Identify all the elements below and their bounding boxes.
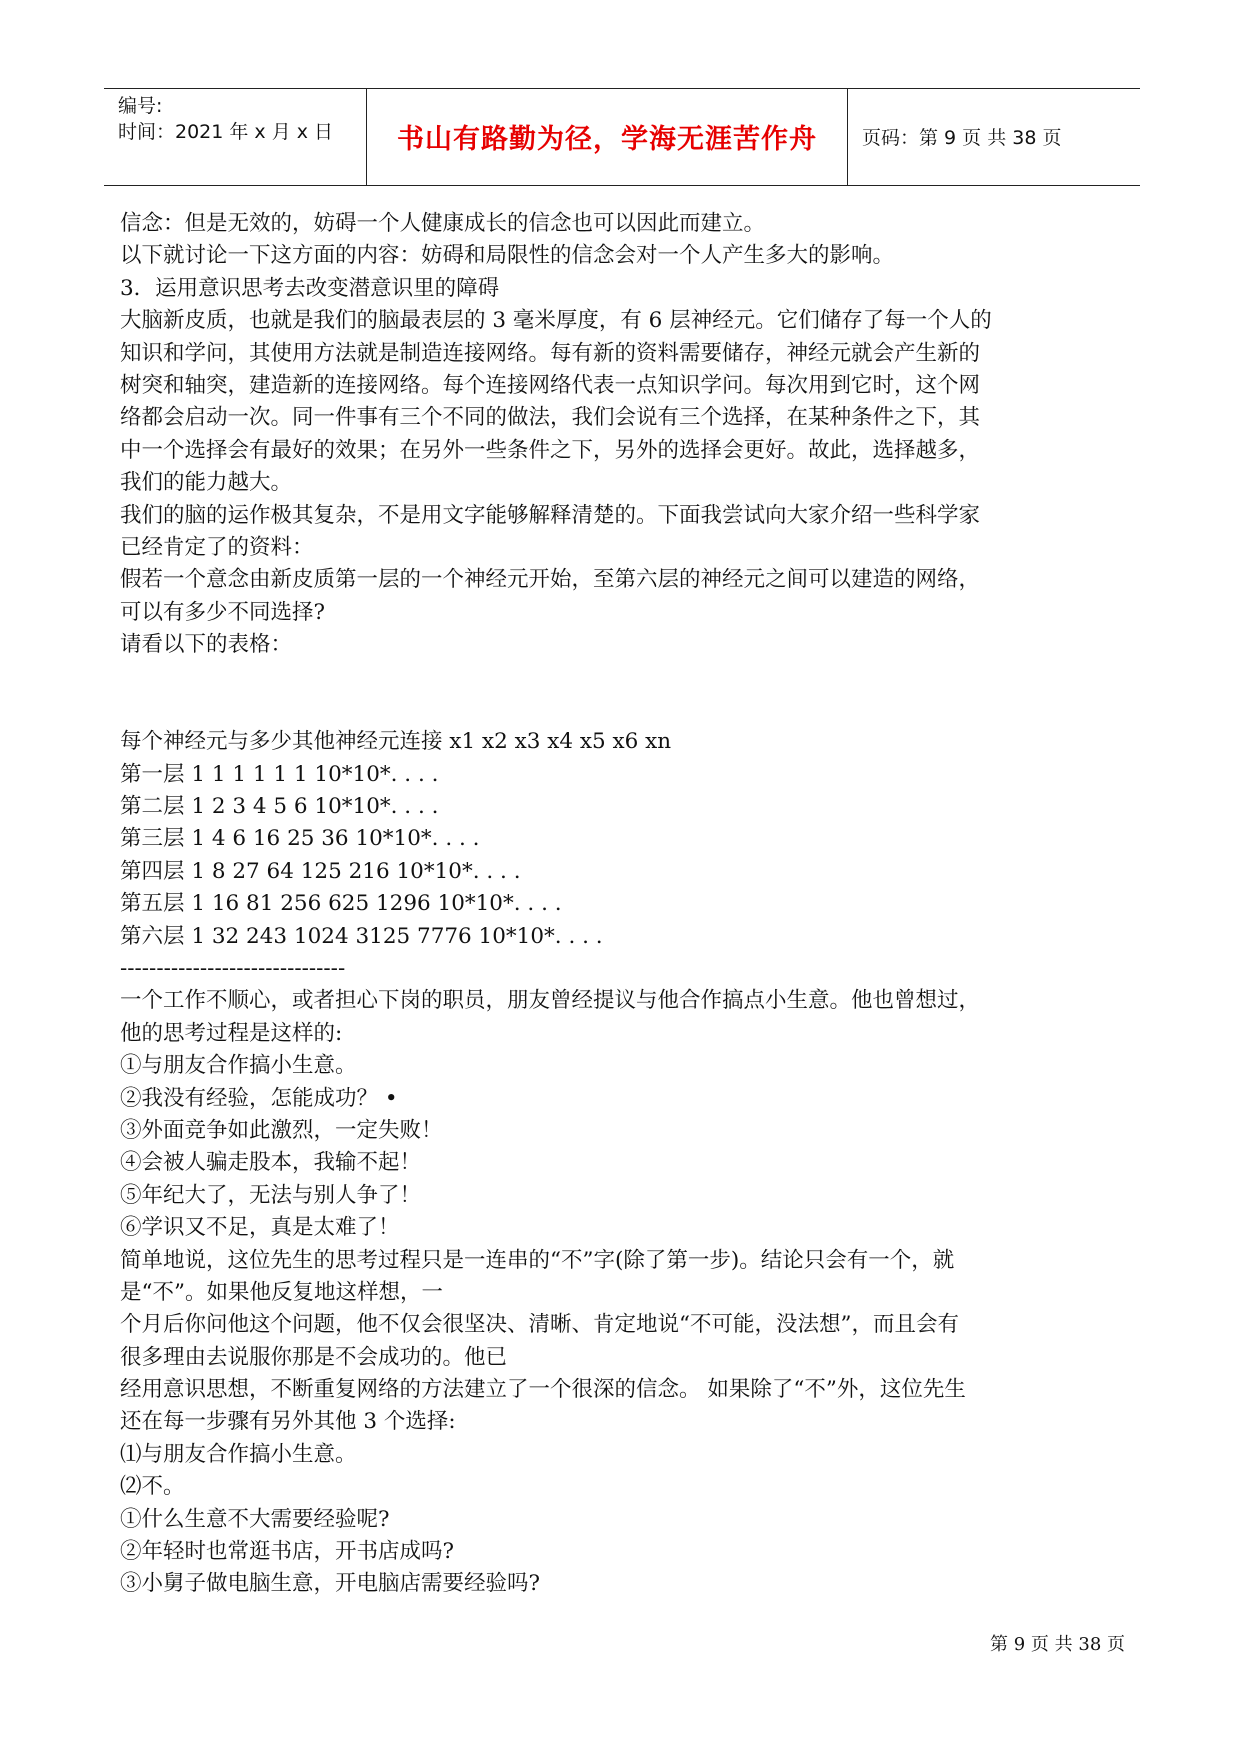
- body-line: 很多理由去说服你那是不会成功的。他已: [120, 1344, 508, 1370]
- header-info-cell: [104, 89, 367, 185]
- body-line: 树突和轴突，建造新的连接网络。每个连接网络代表一点知识学问。每次用到它时，这个网: [120, 372, 981, 398]
- body-line: 假若一个意念由新皮质第一层的一个神经元开始，至第六层的神经元之间可以建造的网络，: [120, 567, 981, 593]
- table-row-line: 第五层 1 16 81 256 625 1296 10*10*. . . .: [120, 891, 562, 917]
- body-line: 以下就讨论一下这方面的内容：妨碍和局限性的信念会对一个人产生多大的影响。: [120, 243, 895, 269]
- body-line: 信念：但是无效的，妨碍一个人健康成长的信念也可以因此而建立。: [120, 211, 766, 236]
- body-line: 还在每一步骤有另外其他 3 个选择:: [120, 1409, 456, 1435]
- body-line: 请看以下的表格：: [120, 632, 293, 658]
- body-line: 我们的脑的运作极其复杂，不是用文字能够解释清楚的。下面我尝试向大家介绍一些科学家: [120, 502, 981, 528]
- document-time-label: 时间：2021 年 x 月 x 日: [118, 121, 334, 143]
- body-line: 中一个选择会有最好的效果；在另外一些条件之下，另外的选择会更好。故此，选择越多，: [120, 437, 981, 463]
- blank-space: [120, 661, 1130, 726]
- table-row-line: 第六层 1 32 243 1024 3125 7776 10*10*. . . .: [120, 923, 603, 949]
- body-line: 络都会启动一次。同一件事有三个不同的做法，我们会说有三个选择，在某种条件之下，其: [120, 405, 981, 431]
- list-item: ①与朋友合作搞小生意。: [120, 1053, 357, 1079]
- body-line: 已经肯定了的资料：: [120, 534, 314, 560]
- list-item: ②年轻时也常逛书店，开书店成吗?: [120, 1539, 455, 1565]
- header-page-cell: [848, 89, 1140, 185]
- list-item: ①什么生意不大需要经验呢?: [120, 1506, 390, 1532]
- list-item: ③外面竞争如此激烈，一定失败！: [120, 1117, 443, 1143]
- section-heading: 3．运用意识思考去改变潜意识里的障碍: [120, 275, 500, 301]
- list-item: ⑵不。: [120, 1474, 185, 1500]
- body-line: 知识和学问，其使用方法就是制造连接网络。每有新的资料需要储存，神经元就会产生新的: [120, 340, 981, 366]
- table-header-line: 每个神经元与多少其他神经元连接 x1 x2 x3 x4 x5 x6 xn: [120, 729, 672, 755]
- list-item: ⑥学识又不足，真是太难了！: [120, 1215, 400, 1241]
- header-motto: 书山有路勤为径，学海无涯苦作舟: [397, 124, 817, 155]
- list-item: ⑤年纪大了，无法与别人争了！: [120, 1182, 422, 1208]
- list-item: ③小舅子做电脑生意，开电脑店需要经验吗?: [120, 1571, 541, 1597]
- dashed-separator: -------------------------------: [120, 956, 346, 981]
- page-header: [104, 88, 1140, 186]
- body-line: 是“不”。如果他反复地这样想，一: [120, 1279, 443, 1305]
- body-line: 经用意识思想，不断重复网络的方法建立了一个很深的信念。 如果除了“不”外，这位先生: [120, 1377, 966, 1403]
- body-line: 大脑新皮质，也就是我们的脑最表层的 3 毫米厚度，有 6 层神经元。它们储存了每一个人的: [120, 308, 992, 334]
- table-row-line: 第四层 1 8 27 64 125 216 10*10*. . . .: [120, 858, 521, 884]
- list-item: ④会被人骗走股本，我输不起！: [120, 1150, 422, 1176]
- table-row-line: 第三层 1 4 6 16 25 36 10*10*. . . .: [120, 826, 480, 852]
- document-body: [120, 208, 1130, 1601]
- body-line: 简单地说，这位先生的思考过程只是一连串的“不”字(除了第一步)。结论只会有一个，就: [120, 1247, 955, 1273]
- page-footer: 第 9 页 共 38 页: [990, 1634, 1125, 1655]
- list-item: ②我没有经验，怎能成功？ •: [120, 1085, 398, 1111]
- list-item: ⑴与朋友合作搞小生意。: [120, 1441, 357, 1467]
- body-line: 我们的能力越大。: [120, 470, 293, 496]
- document-number-label: 编号:: [118, 95, 163, 117]
- body-line: 可以有多少不同选择?: [120, 599, 326, 625]
- table-row-line: 第二层 1 2 3 4 5 6 10*10*. . . .: [120, 794, 439, 820]
- table-row-line: 第一层 1 1 1 1 1 1 10*10*. . . .: [120, 761, 439, 787]
- body-line: 个月后你问他这个问题，他不仅会很坚决、清晰、肯定地说“不可能，没法想”，而且会有: [120, 1312, 959, 1338]
- body-line: 他的思考过程是这样的:: [120, 1020, 343, 1046]
- body-line: 一个工作不顺心，或者担心下岗的职员，朋友曾经提议与他合作搞点小生意。他也曾想过，: [120, 988, 981, 1014]
- header-motto-cell: [367, 89, 848, 185]
- header-page-info: 页码：第 9 页 共 38 页: [862, 127, 1062, 149]
